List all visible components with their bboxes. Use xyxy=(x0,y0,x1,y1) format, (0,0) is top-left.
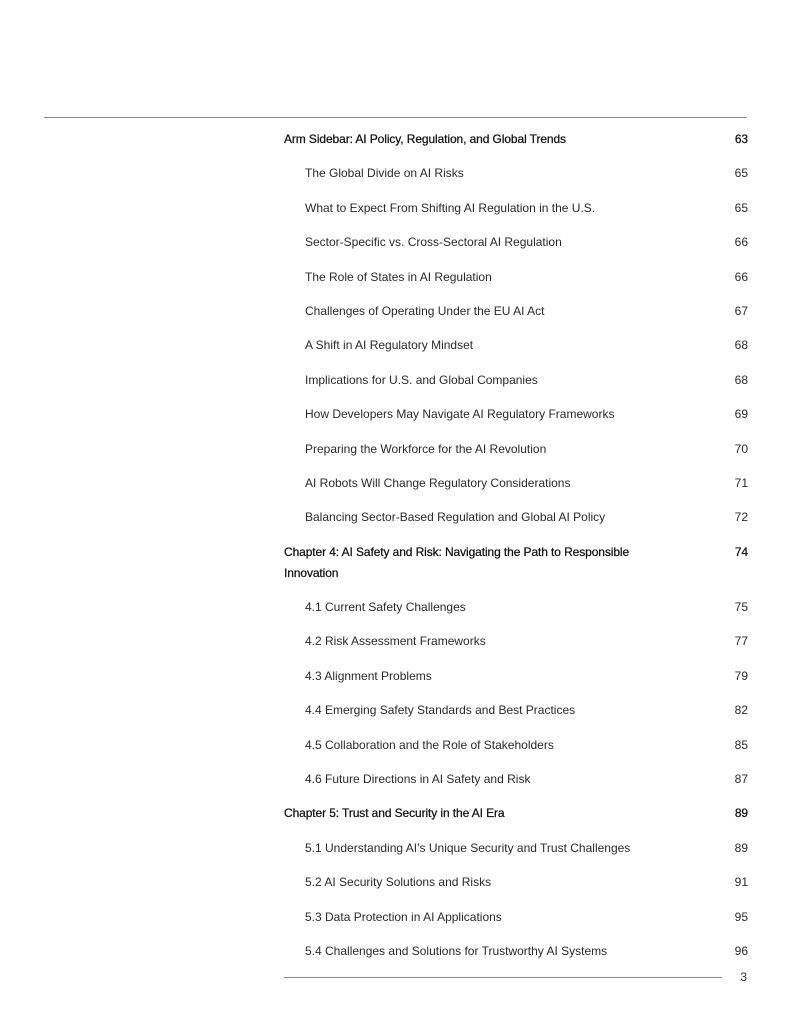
toc-entry-title: Sector-Specific vs. Cross-Sectoral AI Regulation xyxy=(305,235,562,250)
toc-section-entry[interactable] xyxy=(284,596,748,619)
toc-section-entry[interactable] xyxy=(284,369,748,392)
toc-entry-page-number: 71 xyxy=(734,475,748,490)
toc-entry-page-number: 89 xyxy=(734,806,748,821)
toc-entry-page-number: 70 xyxy=(734,441,748,456)
toc-entry-page-number: 77 xyxy=(734,634,748,649)
toc-section-entry[interactable] xyxy=(284,871,748,894)
toc-entry-title: Preparing the Workforce for the AI Revolution xyxy=(305,441,547,456)
toc-entry-title: The Global Divide on AI Risks xyxy=(305,166,464,181)
toc-entry-page-number: 65 xyxy=(734,200,748,215)
toc-section-entry[interactable] xyxy=(284,837,748,860)
toc-section-entry[interactable] xyxy=(284,906,748,929)
toc-entry-page-number: 66 xyxy=(734,269,748,284)
toc-entry-page-number: 79 xyxy=(734,668,748,683)
toc-section-entry[interactable] xyxy=(284,162,748,185)
toc-entry-page-number: 82 xyxy=(734,703,748,718)
toc-entry-page-number: 75 xyxy=(734,600,748,615)
toc-entry-page-number: 63 xyxy=(734,132,748,146)
toc-entry-title: How Developers May Navigate AI Regulatory Frameworks xyxy=(305,407,615,422)
footer-divider xyxy=(284,977,722,978)
toc-entry-title: Chapter 5: Trust and Security in the AI Era xyxy=(284,806,505,821)
toc-entry-title: A Shift in AI Regulatory Mindset xyxy=(305,338,474,353)
toc-entry-title: 5.2 AI Security Solutions and Risks xyxy=(305,875,492,890)
toc-section-entry[interactable] xyxy=(284,734,748,757)
toc-entry-title: 5.1 Understanding AI’s Unique Security and Trust Challenges xyxy=(305,840,631,855)
toc-entry-title: What to Expect From Shifting AI Regulation in the U.S. xyxy=(305,200,596,215)
toc-entry-title: Arm Sidebar: AI Policy, Regulation, and Global Trends xyxy=(284,132,566,146)
toc-entry-page-number: 85 xyxy=(734,737,748,752)
toc-entry-page-number: 87 xyxy=(734,772,748,787)
toc-section-entry[interactable] xyxy=(284,231,748,254)
toc-entry-title: 4.2 Risk Assessment Frameworks xyxy=(305,634,486,649)
toc-entry-page-number: 95 xyxy=(734,909,748,924)
toc-entry-page-number: 74 xyxy=(734,544,748,559)
toc-entry-title: 4.6 Future Directions in AI Safety and Risk xyxy=(305,772,531,787)
toc-section-entry[interactable] xyxy=(284,403,748,426)
toc-section-entry[interactable] xyxy=(284,334,748,357)
toc-chapter-entry[interactable] xyxy=(284,128,748,151)
toc-entry-page-number: 68 xyxy=(734,372,748,387)
toc-entry-title: Chapter 4: AI Safety and Risk: Navigating the Path to Responsible Innovation xyxy=(284,544,630,580)
toc-entry-page-number: 67 xyxy=(734,303,748,318)
toc-section-entry[interactable] xyxy=(284,300,748,323)
toc-entry-title: Implications for U.S. and Global Companies xyxy=(305,372,538,387)
toc-entry-page-number: 68 xyxy=(734,338,748,353)
toc-entry-title: The Role of States in AI Regulation xyxy=(305,269,492,284)
toc-entry-title: 4.3 Alignment Problems xyxy=(305,668,432,683)
toc-entry-title: Balancing Sector-Based Regulation and Global AI Policy xyxy=(305,510,606,525)
toc-entry-title: 5.3 Data Protection in AI Applications xyxy=(305,909,502,924)
toc-entry-page-number: 89 xyxy=(734,840,748,855)
toc-entry-page-number: 66 xyxy=(734,235,748,250)
toc-section-entry[interactable] xyxy=(284,630,748,653)
toc-section-entry[interactable] xyxy=(284,699,748,722)
toc-entry-title: Challenges of Operating Under the EU AI Act xyxy=(305,303,545,318)
toc-section-entry[interactable] xyxy=(284,472,748,495)
toc-entry-page-number: 65 xyxy=(734,166,748,181)
toc-chapter-entry[interactable] xyxy=(284,802,748,825)
toc-section-entry[interactable] xyxy=(284,940,748,963)
page-number: 3 xyxy=(740,970,747,984)
toc-section-entry[interactable] xyxy=(284,438,748,461)
toc-entry-title: 4.5 Collaboration and the Role of Stakeholders xyxy=(305,737,554,752)
toc-entry-title: 5.4 Challenges and Solutions for Trustworthy AI Systems xyxy=(305,943,608,958)
toc-entry-page-number: 72 xyxy=(734,510,748,525)
toc-section-entry[interactable] xyxy=(284,768,748,791)
toc-entry-title: 4.4 Emerging Safety Standards and Best Practices xyxy=(305,703,576,718)
table-of-contents xyxy=(284,128,748,974)
toc-section-entry[interactable] xyxy=(284,266,748,289)
toc-section-entry[interactable] xyxy=(284,197,748,220)
toc-entry-page-number: 69 xyxy=(734,407,748,422)
toc-entry-title: AI Robots Will Change Regulatory Considerations xyxy=(305,475,571,490)
toc-entry-page-number: 96 xyxy=(734,943,748,958)
toc-chapter-entry[interactable] xyxy=(284,541,748,585)
toc-section-entry[interactable] xyxy=(284,506,748,529)
toc-entry-page-number: 91 xyxy=(734,875,748,890)
toc-section-entry[interactable] xyxy=(284,665,748,688)
header-divider xyxy=(44,117,747,118)
toc-entry-title: 4.1 Current Safety Challenges xyxy=(305,600,466,615)
